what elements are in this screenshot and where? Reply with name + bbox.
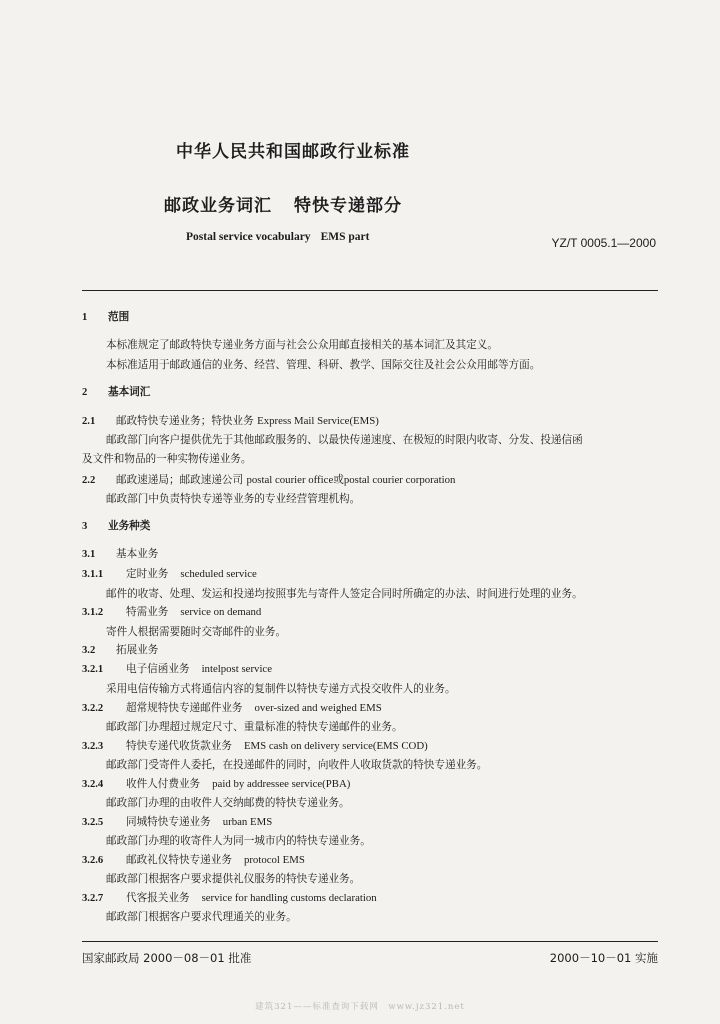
- term-entry: 2.2 邮政速递局；邮政速递公司 postal courier office或postal courier corporation: [82, 474, 456, 486]
- watermark: 建筑321——标准查询下载网 www.jz321.net: [255, 1002, 465, 1012]
- approval-date: 国家邮政局 2000－08－01 批准: [82, 951, 252, 965]
- term-entry: 3.2.1 电子信函业务 intelpost service: [82, 663, 273, 675]
- term-definition: 邮政部门办理的收寄件人为同一城市内的特快专递业务。: [106, 835, 371, 847]
- term-definition: 邮政部门办理的由收件人交纳邮费的特快专递业务。: [106, 797, 350, 809]
- section-heading: 2 基本词汇: [82, 386, 151, 398]
- term-definition: 邮件的收寄、处理、发运和投递均按照事先与寄件人签定合同时所确定的办法、时间进行处理的业务。: [106, 588, 583, 600]
- term-definition: 采用电信传输方式将通信内容的复制件以特快专递方式投交收件人的业务。: [106, 683, 456, 695]
- standard-code: YZ/T 0005.1—2000: [551, 236, 656, 250]
- term-definition: 寄件人根据需要随时交寄邮件的业务。: [106, 626, 287, 638]
- term-definition: 邮政部门根据客户要求提供礼仪服务的特快专递业务。: [106, 873, 361, 885]
- implementation-date: 2000－10－01 实施: [549, 951, 658, 965]
- term-entry: 2.1 邮政特快专递业务；特快业务 Express Mail Service(EMS): [82, 415, 379, 427]
- term-entry: 3.2 拓展业务: [82, 644, 159, 656]
- term-definition: 邮政部门受寄件人委托，在投递邮件的同时，向收件人收取货款的特快专递业务。: [106, 759, 488, 771]
- term-definition: 邮政部门办理超过规定尺寸、重量标准的特快专递邮件的业务。: [106, 721, 403, 733]
- term-entry: 3.2.5 同城特快专递业务 urban EMS: [82, 816, 273, 828]
- section-heading: 1 范围: [82, 311, 130, 323]
- term-definition: 邮政部门向客户提供优先于其他邮政服务的、以最快传递速度、在极短的时限内收寄、分发、投递信函: [106, 434, 583, 446]
- document-title: 邮政业务词汇 特快专递部分: [164, 196, 402, 216]
- term-definition: 邮政部门根据客户要求代理通关的业务。: [106, 911, 297, 923]
- term-entry: 3.1 基本业务: [82, 548, 159, 560]
- term-definition: 及文件和物品的一种实物传递业务。: [82, 453, 252, 465]
- header-divider: [82, 290, 658, 291]
- term-entry: 3.1.2 特需业务 service on demand: [82, 606, 262, 618]
- footer-divider: [82, 941, 658, 942]
- term-entry: 3.2.4 收件人付费业务 paid by addressee service(PBA): [82, 778, 351, 790]
- paragraph: 本标准适用于邮政通信的业务、经营、管理、科研、教学、国际交往及社会公众用邮等方面。: [106, 359, 541, 371]
- term-entry: 3.2.2 超常规特快专递邮件业务 over-sized and weighed EMS: [82, 702, 382, 714]
- term-definition: 邮政部门中负责特快专递等业务的专业经营管理机构。: [106, 493, 361, 505]
- term-entry: 3.2.6 邮政礼仪特快专递业务 protocol EMS: [82, 854, 305, 866]
- issuing-organization: 中华人民共和国邮政行业标准: [176, 142, 410, 162]
- paragraph: 本标准规定了邮政特快专递业务方面与社会公众用邮直接相关的基本词汇及其定义。: [106, 339, 498, 351]
- term-entry: 3.2.7 代客报关业务 service for handling customs declaration: [82, 892, 377, 904]
- section-heading: 3 业务种类: [82, 520, 151, 532]
- term-entry: 3.2.3 特快专递代收货款业务 EMS cash on delivery service(EMS COD): [82, 740, 428, 752]
- term-entry: 3.1.1 定时业务 scheduled service: [82, 568, 257, 580]
- document-title-english: Postal service vocabulary EMS part: [186, 231, 370, 243]
